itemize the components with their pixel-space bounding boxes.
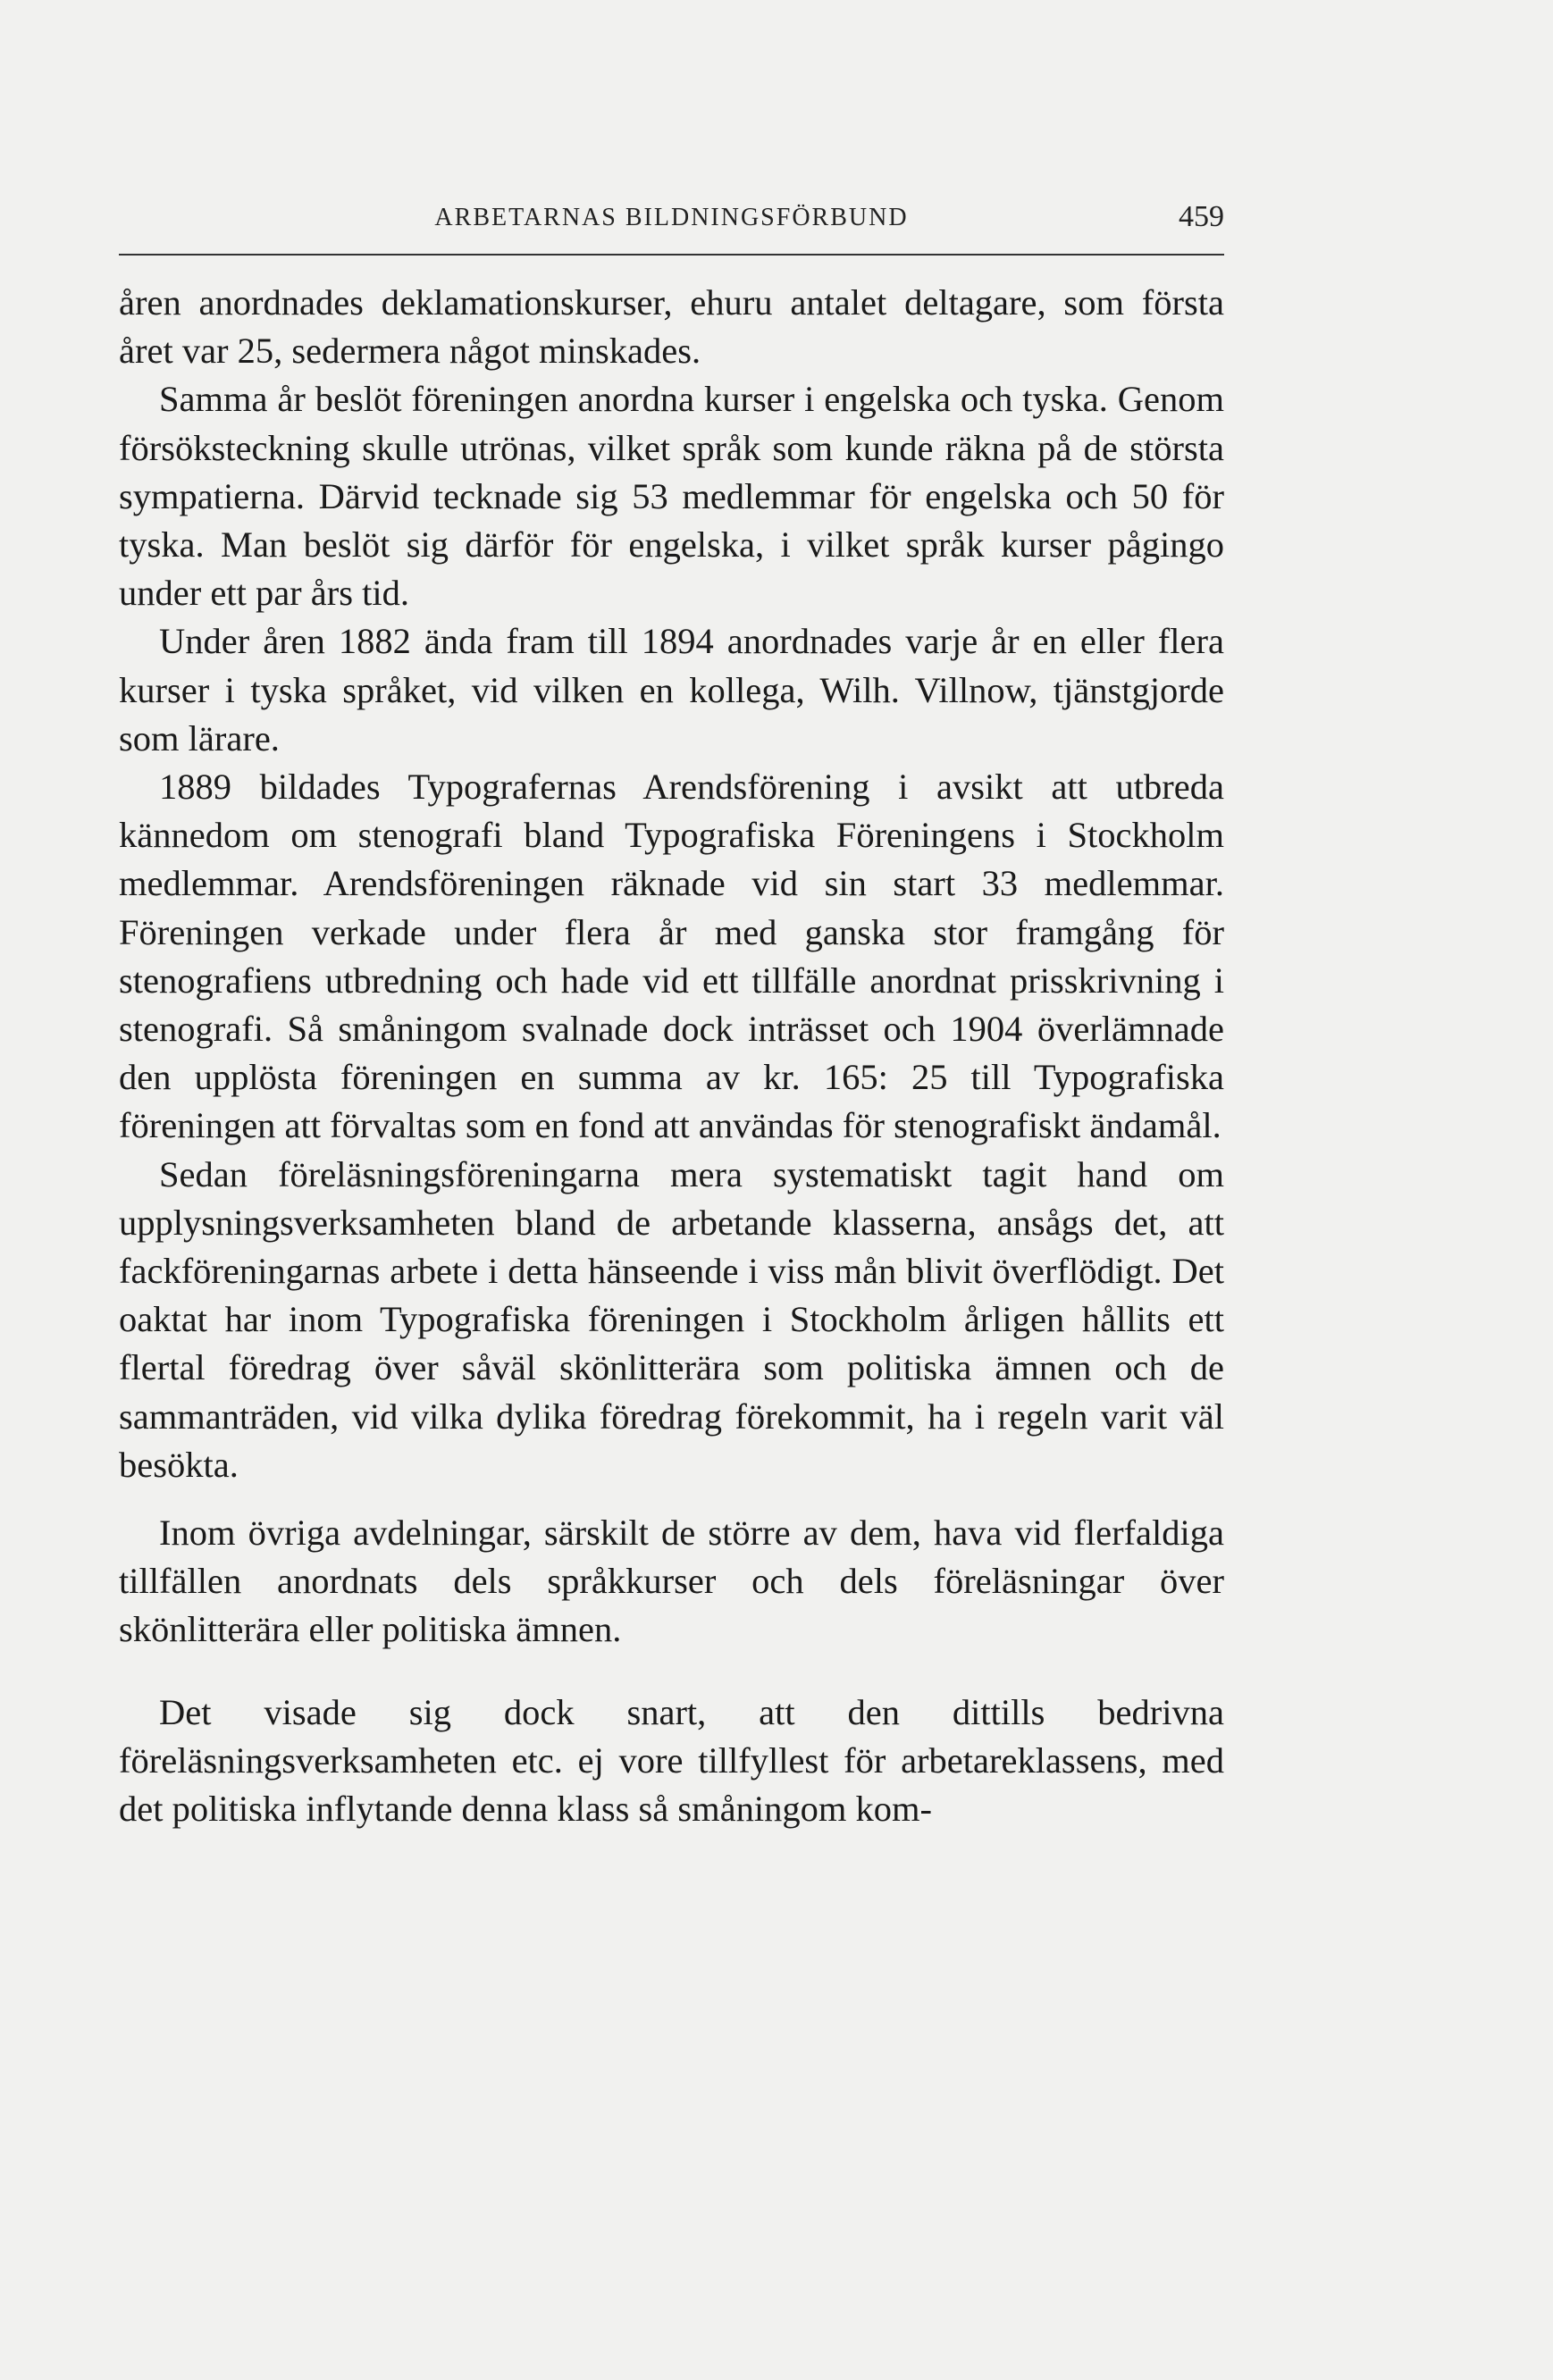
paragraph-continuation: åren anordnades deklamationskurser, ehuru antalet deltagare, som första året var 25, sedermera något minskades. <box>119 282 1224 372</box>
paragraph-german-courses: Under åren 1882 ända fram till 1894 anordnades varje år en eller flera kurser i tyska språket, vid vilken en kollega, Wilh. Villnow, tjänstgjorde som lärare. <box>119 621 1224 758</box>
paragraph-lecture-activity: Det visade sig dock snart, att den dittills bedrivna föreläsningsverksamheten etc. ej vore tillfyllest för arbetareklassens, med det politiska inflytande denna klass så småningom kom- <box>119 1691 1224 1830</box>
header-rule <box>119 254 1224 256</box>
running-head: ARBETARNAS BILDNINGSFÖRBUND <box>434 204 909 231</box>
paragraph-arend-society: 1889 bildades Typografernas Arendsförening i avsikt att utbreda kännedom om stenografi bland Typografiska Föreningens i Stockholm medlemmar. Arendsföreningen räknade vid sin start 33 medlemmar. Föreningen verkade under flera år med ganska stor framgång för stenografiens utbredning och hade vid ett tillfälle anordnat prisskrivning i stenografi. Så småningom svalnade dock inträsset och 1904 överlämnade den upplösta föreningen en summa av kr. 165: 25 till Typografiska föreningen att förvaltas som en fond att användas för stenografiskt ändamål. <box>119 767 1224 1146</box>
paragraph-language-courses: Samma år beslöt föreningen anordna kurser i engelska och tyska. Genom försöksteckning skulle utrönas, vilket språk som kunde räkna på de största sympatierna. Därvid tecknade sig 53 medlemmar för engelska och 50 för tyska. Man beslöt sig därför för engelska, i vilket språk kurser pågingo under ett par års tid. <box>119 379 1224 614</box>
paragraph-lecture-societies: Sedan föreläsningsföreningarna mera systematiskt tagit hand om upplysningsverksamheten bland de arbetande klasserna, ansågs det, att fackföreningarnas arbete i detta hänseende i viss mån blivit överflödigt. Det oaktat har inom Typografiska föreningen i Stockholm årligen hållits ett flertal föredrag över såväl skönlitterära som politiska ämnen och de sammanträden, vid vilka dylika föredrag förekommit, ha i regeln varit väl besökta. <box>119 1153 1224 1485</box>
page-header <box>119 200 1224 259</box>
page-number: 459 <box>1179 200 1224 233</box>
paragraph-other-branches: Inom övriga avdelningar, särskilt de större av dem, hava vid flerfaldiga tillfällen anordnats dels språkkurser och dels föreläsningar över skönlitterära eller politiska ämnen. <box>119 1513 1224 1650</box>
body-text <box>119 279 1224 1833</box>
